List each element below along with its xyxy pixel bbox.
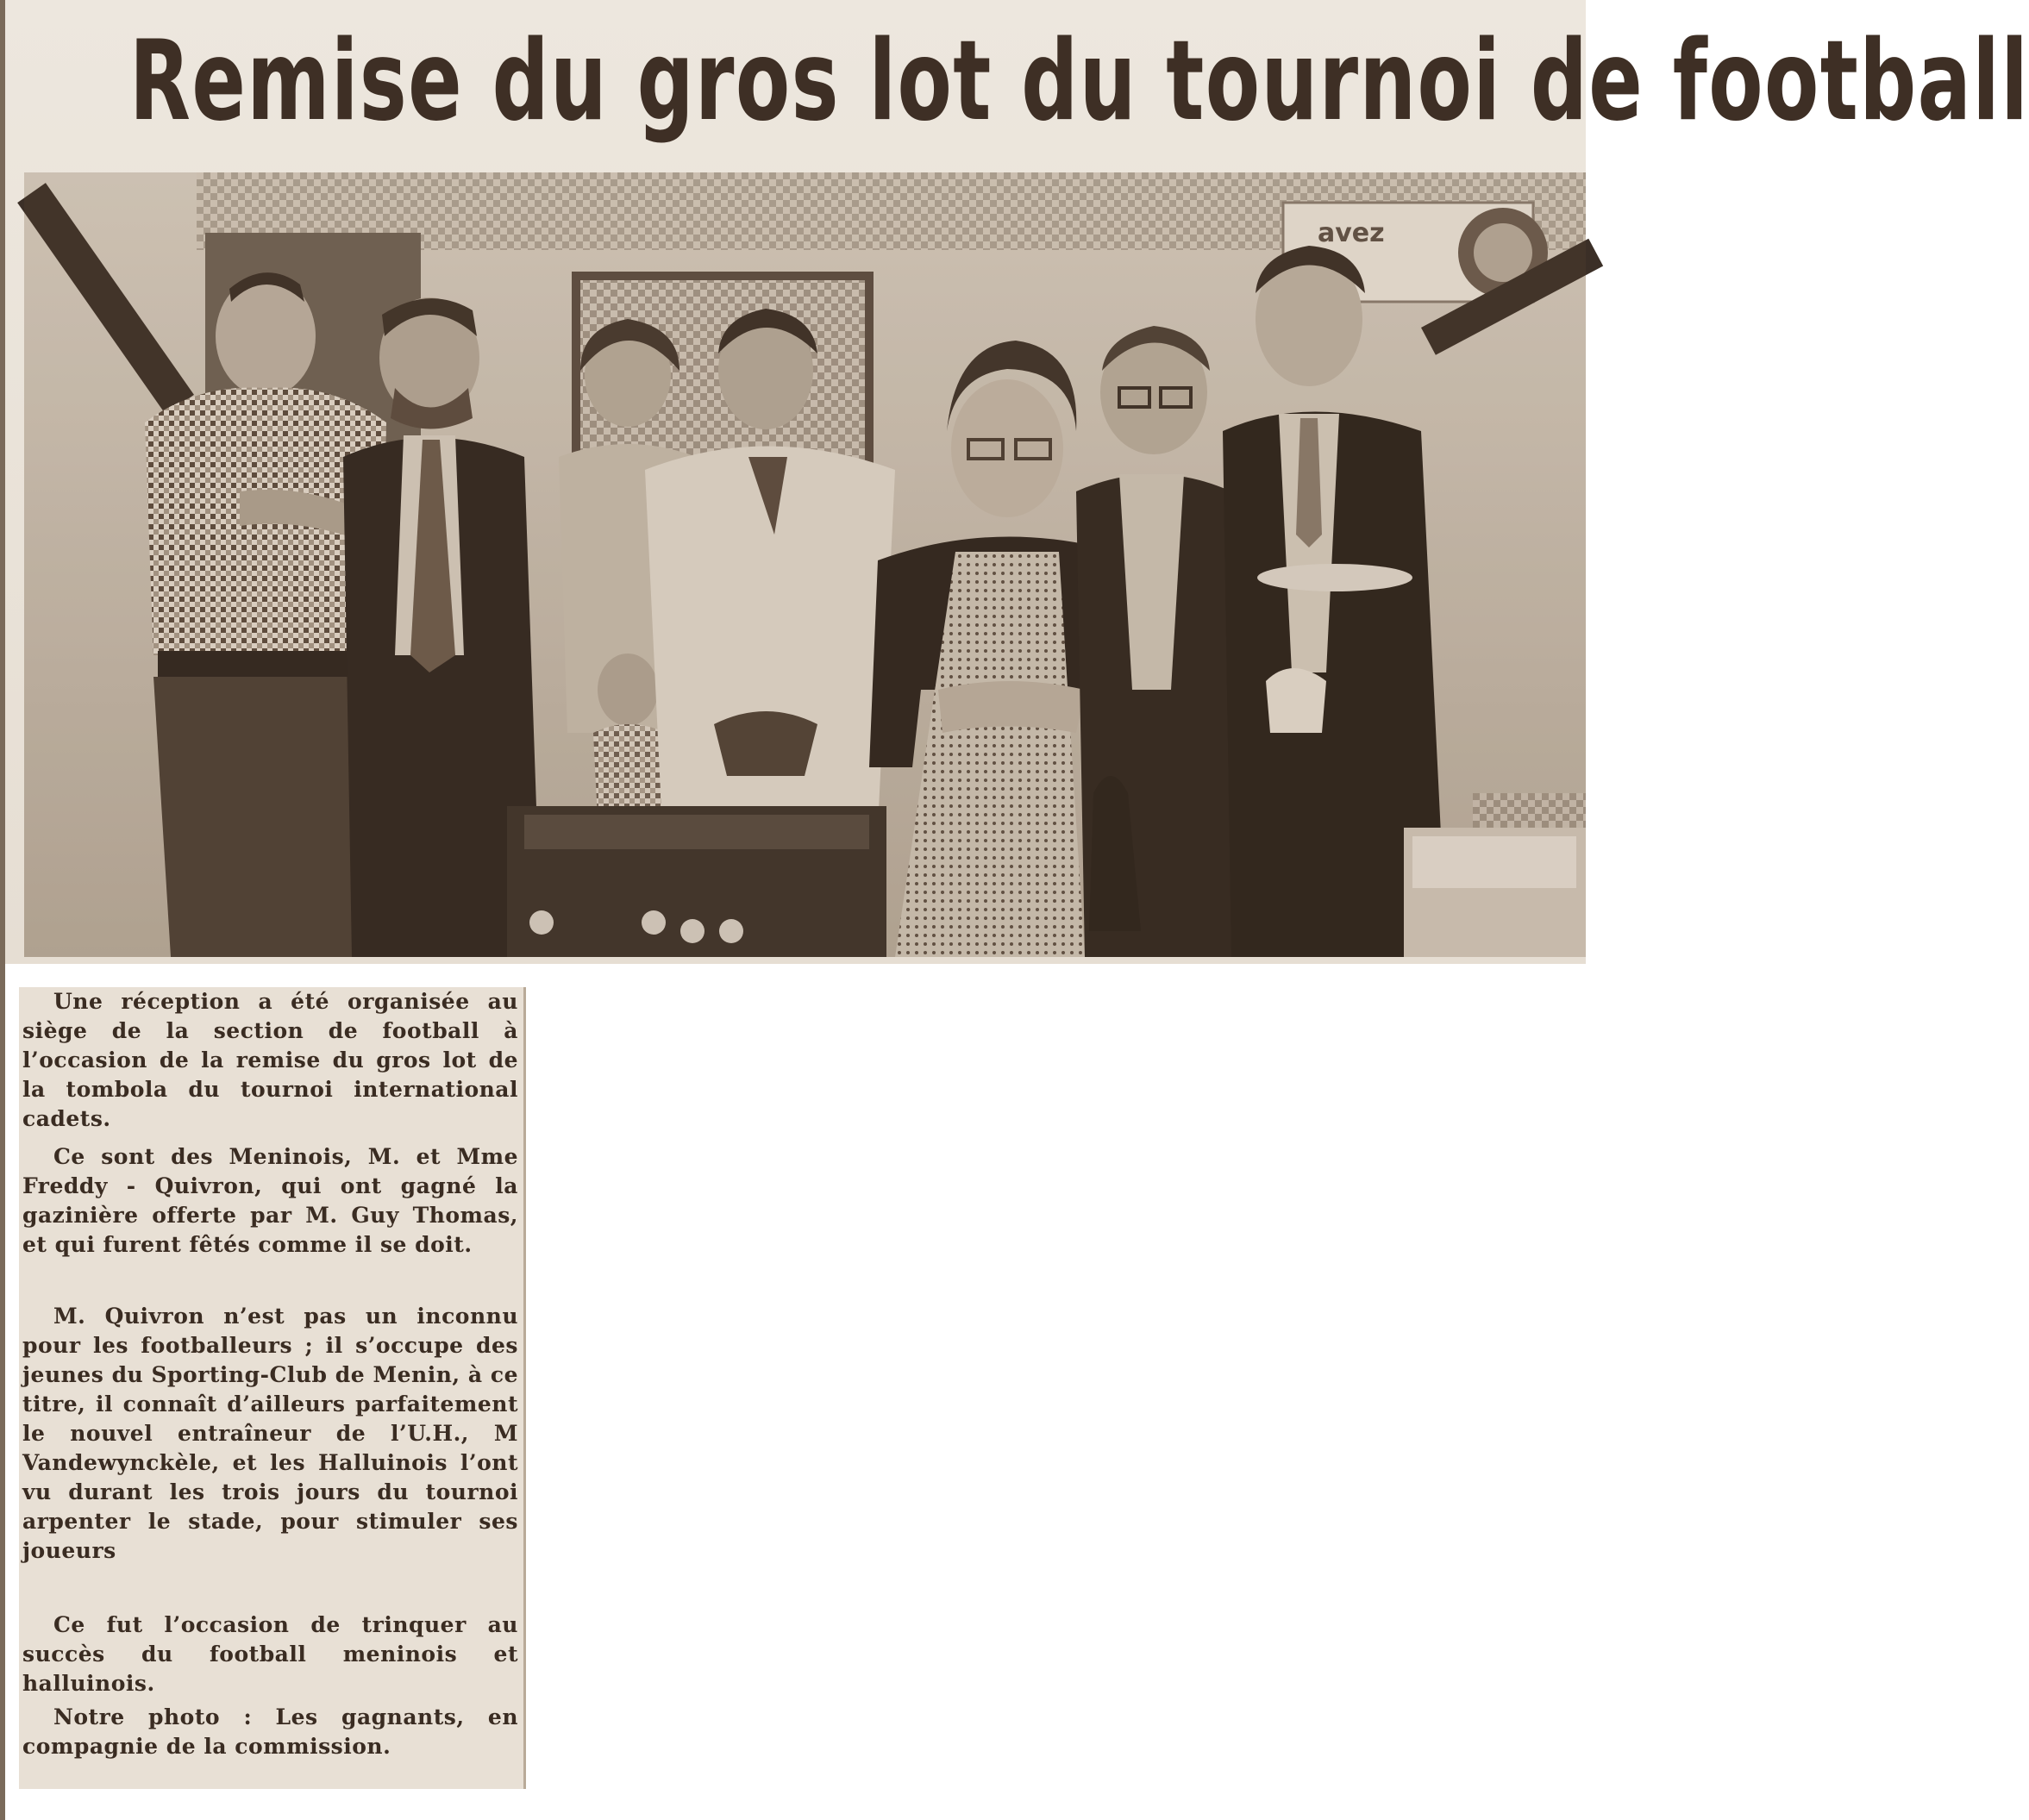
group-photo <box>24 172 1586 957</box>
article-paragraph: M. Quivron n’est pas un inconnu pour les footballeurs ; il s’occupe des jeunes du Sporting-Club de Menin, à ce titre, il connaît d’ailleurs parfaitement le nouvel entraîneur de l’U.H., M Vandewynckèle, et les Halluinois l’ont vu durant les trois jours du tournoi arpenter le stade, pour stimuler ses joueurs <box>22 1304 518 1563</box>
photo-caption: Notre photo : Les gagnants, en compagnie de la commission. <box>22 1704 518 1759</box>
article-paragraph: Ce sont des Meninois, M. et Mme Freddy - Quivron, qui ont gagné la gazinière offerte par M. Guy Thomas, et qui furent fêtés comme il se doit. <box>22 1144 518 1257</box>
article-paragraph: Ce fut l’occasion de trinquer au succès du football meninois et halluinois. <box>22 1612 518 1696</box>
sign-text: avez <box>1318 218 1385 248</box>
article-column <box>19 987 526 1789</box>
headline: Remise du gros lot du tournoi de football <box>129 17 2029 146</box>
article-paragraph: Une réception a été organisée au siège de la section de football à l’occasion de la remise du gros lot de la tombola du tournoi international cadets. <box>22 989 518 1131</box>
page-edge <box>0 0 5 1820</box>
